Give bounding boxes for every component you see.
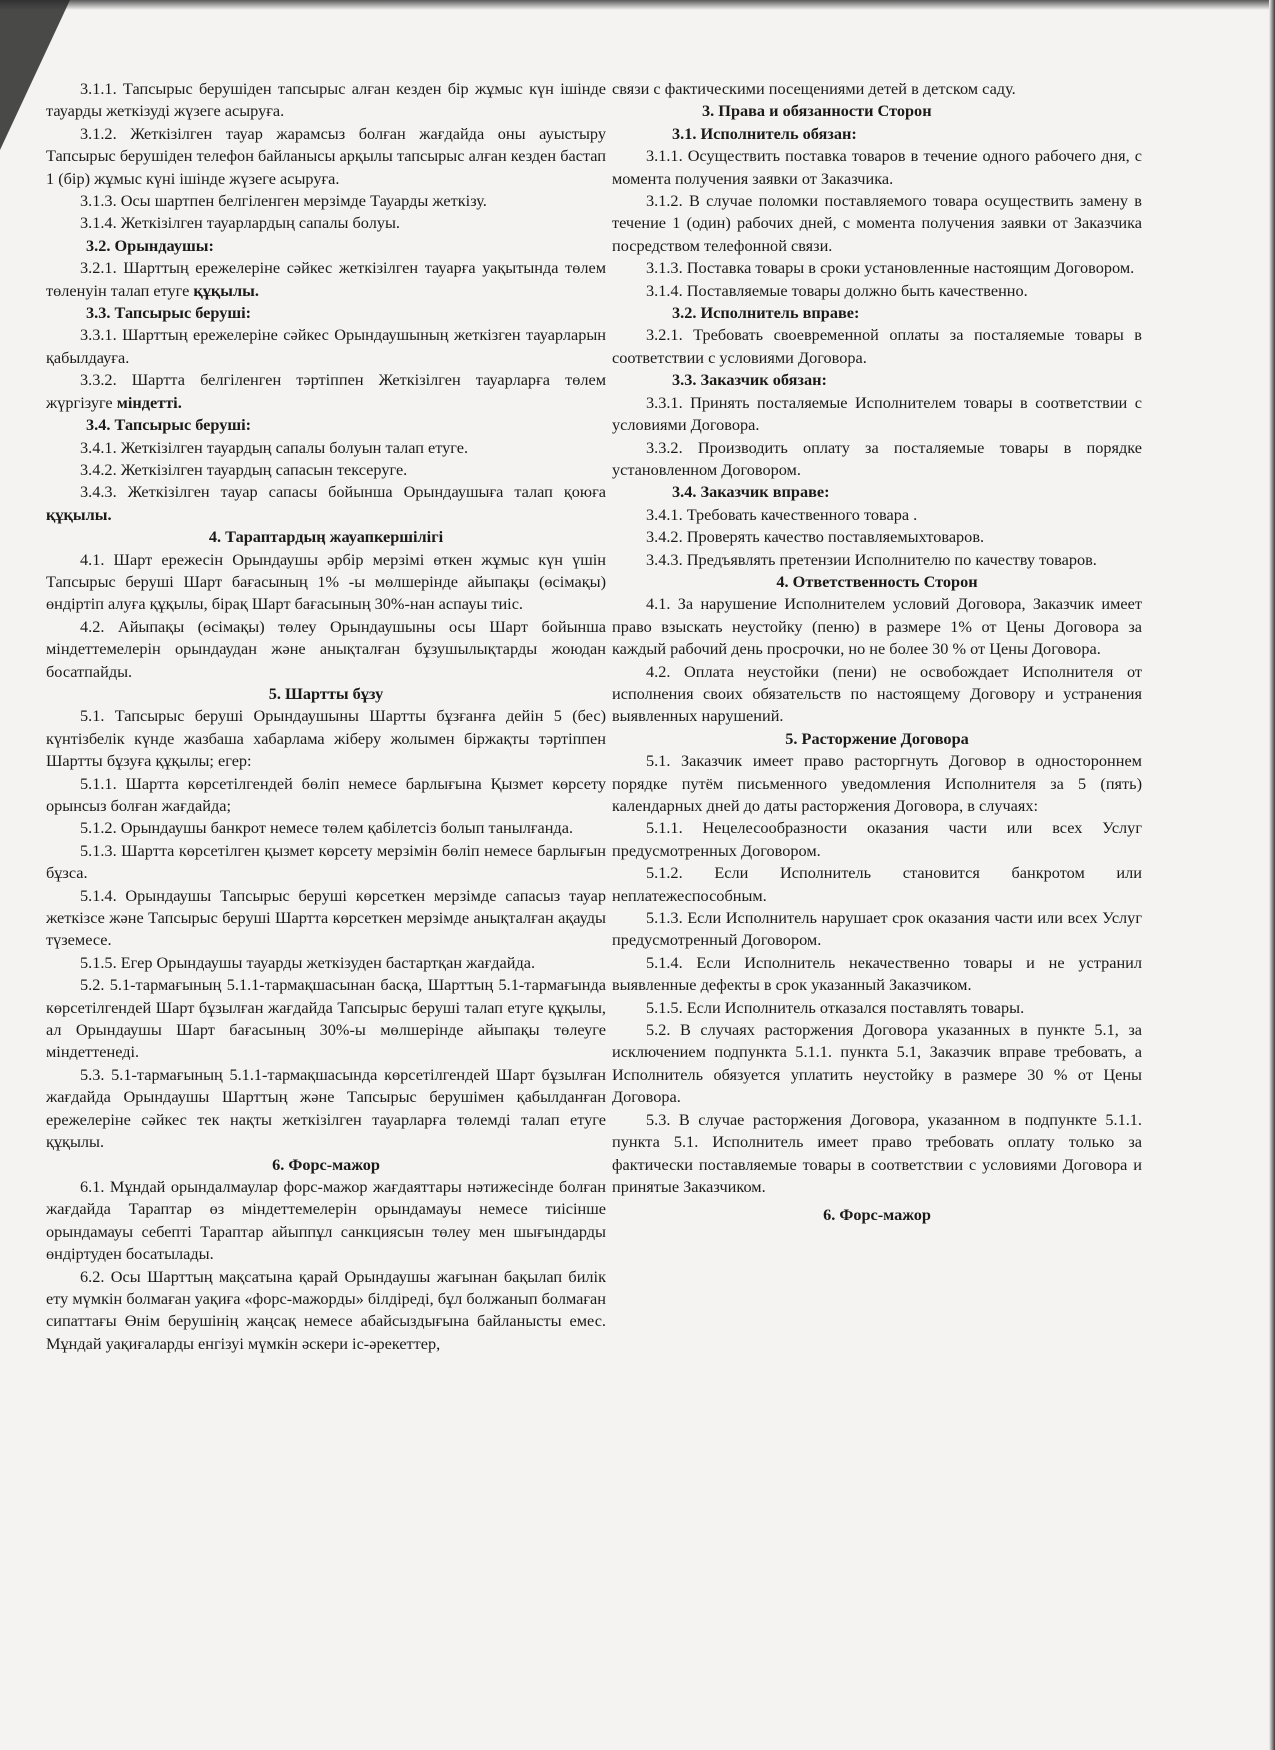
clause-5-3-ru: 5.3. В случае расторжения Договора, указанном в подпункте 5.1.1. пункта 5.1. Исполнитель имеет право требовать оплату только за фактически поставляемые товары в соответствии с условиями Договора и принятые Заказчиком.: [612, 1109, 1142, 1196]
clause-5-1-ru: 5.1. Заказчик имеет право расторгнуть Договор в одностороннем порядке путём письменного уведомления Исполнителя за 5 (пять) календарных дней до даты расторжения Договора, в случаях:: [612, 751, 1142, 815]
heading-6-kz: 6. Форс-мажор: [272, 1154, 380, 1174]
kazakh-column: [46, 78, 606, 1355]
heading-6-ru: 6. Форс-мажор: [823, 1205, 931, 1225]
clause-5-1-4-ru: 5.1.4. Если Исполнитель некачественно товары и не устранил выявленные дефекты в срок указанный Заказчиком.: [612, 952, 1142, 995]
heading-3-1-ru: 3.1. Исполнитель обязан:: [672, 123, 857, 143]
clause-emphasis: құқылы.: [193, 280, 259, 300]
heading-3-4-kz: 3.4. Тапсырыс беруші:: [86, 415, 252, 435]
heading-4-kz: 4. Тараптардың жауапкершілігі: [208, 527, 444, 547]
heading-4-ru: 4. Ответственность Сторон: [776, 571, 978, 591]
clause-3-1-1-ru: 3.1.1. Осуществить поставка товаров в течение одного рабочего дня, с момента получения заявки от Заказчика.: [612, 146, 1142, 188]
clause-3-1-4-kz: 3.1.4. Жеткізілген тауарлардың сапалы болуы.: [80, 213, 401, 233]
clause-5-1-4-kz: 5.1.4. Орындаушы Тапсырыс беруші көрсеткен мерзімде сапасыз тауар жеткізсе және Тапсырыс беруші Шартта көрсеткен мерзімде анықталған ақауды түземесе.: [46, 885, 606, 950]
heading-3-ru: 3. Права и обязанности Сторон: [702, 101, 932, 121]
heading-3-3-kz: 3.3. Тапсырыс беруші:: [86, 303, 252, 323]
clause-3-1-1-kz: 3.1.1. Тапсырыс берушіден тапсырыс алған кезден бір жұмыс күн ішінде тауарды жеткізуді жүзеге асыруға.: [46, 79, 606, 121]
clause-3-4-1-kz: 3.4.1. Жеткізілген тауардың сапалы болуын талап етуге.: [80, 437, 469, 457]
clause-3-1-4-ru: 3.1.4. Поставляемые товары должно быть качественно.: [646, 280, 1028, 300]
clause-3-3-2-ru: 3.3.2. Производить оплату за посталяемые товары в порядке установленном Договором.: [612, 437, 1142, 479]
clause-5-1-1-ru: 5.1.1. Нецелесообразности оказания части или всех Услуг предусмотренных Договором.: [612, 818, 1142, 860]
clause-emphasis: құқылы.: [46, 504, 112, 524]
heading-3-2-kz: 3.2. Орындаушы:: [86, 235, 214, 255]
clause-3-4-3-kz: [46, 481, 606, 526]
clause-3-3-1-kz: 3.3.1. Шарттың ережелеріне сәйкес Орындаушының жеткізген тауарларын қабылдауға.: [46, 325, 606, 367]
clause-3-1-2-kz: 3.1.2. Жеткізілген тауар жарамсыз болған жағдайда оны ауыстыру Тапсырыс берушіден телефон байланысы арқылы тапсырыс алған кезден бастап 1 (бір) жұмыс күні ішінде жүзеге асыруға.: [46, 123, 606, 188]
clause-5-1-3-ru: 5.1.3. Если Исполнитель нарушает срок оказания части или всех Услуг предусмотренный Договором.: [612, 908, 1142, 950]
clause-text: 3.2.1. Шарттың ережелеріне сәйкес жеткізілген тауарға уақытында төлем төленуін талап етуге: [46, 258, 606, 300]
clause-3-2-1-kz: [46, 257, 606, 302]
clause-6-2-kz: 6.2. Осы Шарттың мақсатына қарай Орындаушы жағынан бақылап билік ету мүмкін болмаған уақиға «форс-мажорды» білдіреді, бұл болжанып болмаған сипаттағы Өнім берушінің жаңсақ немесе абайсыздығына байланысты емес. Мұндай уақиғаларды енгізуі мүмкін әскери іс-әрекеттер,: [46, 1266, 606, 1353]
clause-5-1-2-ru: 5.1.2. Если Исполнитель становится банкротом или неплатежеспособным.: [612, 863, 1142, 905]
clause-4-2-kz: 4.2. Айыпақы (өсімақы) төлеу Орындаушыны осы Шарт бойынша міндеттемелерін орындаудан және анықталған бұзушылықтарды жоюдан босатпайды.: [46, 616, 606, 681]
clause-3-3-2-kz: [46, 369, 606, 414]
clause-text: 3.3.2. Шартта белгіленген тәртіппен Жеткізілген тауарларға төлем жүргізуге: [46, 370, 606, 412]
heading-3-2-ru: 3.2. Исполнитель вправе:: [672, 303, 860, 323]
continuation-text-ru: связи с фактическими посещениями детей в детском саду.: [612, 79, 1016, 98]
scan-right-edge: [1269, 0, 1275, 1750]
clause-5-1-2-kz: 5.1.2. Орындаушы банкрот немесе төлем қабілетсіз болып танылғанда.: [80, 818, 574, 838]
clause-5-1-1-kz: 5.1.1. Шартта көрсетілгендей бөліп немесе барлығына Қызмет көрсету орынсыз болған жағдайда;: [46, 773, 606, 815]
clause-3-1-3-ru: 3.1.3. Поставка товары в сроки установленные настоящим Договором.: [646, 258, 1135, 278]
heading-3-4-ru: 3.4. Заказчик вправе:: [672, 482, 830, 502]
clause-5-2-kz: 5.2. 5.1-тармағының 5.1.1-тармақшасынан басқа, Шарттың 5.1-тармағында көрсетілгендей Шарт бұзылған жағдайда Тапсырыс беруші талап етуге құқылы, ал Орындаушы Шарт бағасының 30%-ы мөлшерінде айыпақы төлеуге міндеттенеді.: [46, 975, 606, 1062]
clause-3-4-3-ru: 3.4.3. Предъявлять претензии Исполнителю по качеству товаров.: [646, 549, 1097, 569]
heading-5-kz: 5. Шартты бұзу: [268, 683, 384, 703]
clause-5-1-3-kz: 5.1.3. Шартта көрсетілген қызмет көрсету мерзімін бөліп немесе барлығын бұзса.: [46, 840, 606, 883]
clause-4-1-ru: 4.1. За нарушение Исполнителем условий Договора, Заказчик имеет право взыскать неустойку (пеню) в размере 1% от Цены Договора за каждый рабочий день просрочки, но не более 30 % от Цены Договора.: [612, 594, 1142, 659]
clause-5-1-5-kz: 5.1.5. Егер Орындаушы тауарды жеткізуден бастартқан жағдайда.: [80, 952, 536, 972]
clause-5-2-ru: 5.2. В случаях расторжения Договора указанных в пункте 5.1, за исключением подпункта 5.1.1. пункта 5.1, Заказчик вправе требовать, а Исполнитель обязуется уплатить неустойку в размере 30 % от Цены Договора.: [612, 1020, 1142, 1107]
clause-4-2-ru: 4.2. Оплата неустойки (пени) не освобождает Исполнителя от исполнения своих обязательств по настоящему Договору и устранения выявленных нарушений.: [612, 661, 1142, 726]
russian-column: [612, 78, 1142, 1227]
clause-3-1-2-ru: 3.1.2. В случае поломки поставляемого товара осуществить замену в течение 1 (один) рабочих дней, с момента получения заявки от Заказчика посредством телефонной связи.: [612, 191, 1142, 255]
clause-5-1-5-ru: 5.1.5. Если Исполнитель отказался поставлять товары.: [646, 997, 1025, 1017]
clause-3-2-1-ru: 3.2.1. Требовать своевременной оплаты за посталяемые товары в соответствии с условиями Договора.: [612, 325, 1142, 367]
clause-5-1-kz: 5.1. Тапсырыс беруші Орындаушыны Шартты бұзғанға дейін 5 (бес) күнтізбелік күнде жазбаша хабарлама жіберу жолымен біржақты тәртіппен Шартты бұзуға құқылы; егер:: [46, 706, 606, 771]
clause-6-1-kz: 6.1. Мұндай орындалмаулар форс-мажор жағдаяттары нәтижесінде болған жағдайда Тараптар өз міндеттемелерін орындамауы немесе тиісінше орындамауы себепті Тараптар айыппұл санкциясын төлеу мен шығындарды өндіртуден босатылады.: [46, 1176, 606, 1264]
clause-3-3-1-ru: 3.3.1. Принять посталяемые Исполнителем товары в соответствии с условиями Договора.: [612, 392, 1142, 435]
clause-3-4-1-ru: 3.4.1. Требовать качественного товара .: [646, 504, 918, 524]
clause-emphasis: міндетті.: [116, 392, 182, 412]
heading-5-ru: 5. Расторжение Договора: [785, 728, 969, 748]
scan-top-edge: [0, 0, 1275, 10]
clause-text: 3.4.3. Жеткізілген тауар сапасы бойынша Орындаушыға талап қоюға: [80, 482, 606, 502]
clause-3-1-3-kz: 3.1.3. Осы шартпен белгіленген мерзімде Тауарды жеткізу.: [80, 191, 487, 211]
clause-4-1-kz: 4.1. Шарт ережесін Орындаушы әрбір мерзімі өткен жұмыс күн үшін Тапсырыс беруші Шарт бағасының 1% -ы мөлшерінде айыпақы (өсімақы) өндіртіп алуға құқылы, бірақ Шарт бағасының 30%-нан аспауы тиіс.: [46, 549, 606, 614]
heading-3-3-ru: 3.3. Заказчик обязан:: [672, 370, 827, 390]
clause-5-3-kz: 5.3. 5.1-тармағының 5.1.1-тармақшасында көрсетілгендей Шарт бұзылған жағдайда Орындаушы Шарттың және Тапсырыс берушімен қабылданған ережелеріне сәйкес тек нақты жеткізілген тауарларға төлемді талап етуге құқылы.: [46, 1064, 606, 1152]
clause-3-4-2-ru: 3.4.2. Проверять качество поставляемыхтоваров.: [646, 527, 985, 547]
clause-3-4-2-kz: 3.4.2. Жеткізілген тауардың сапасын тексеруге.: [80, 459, 408, 479]
